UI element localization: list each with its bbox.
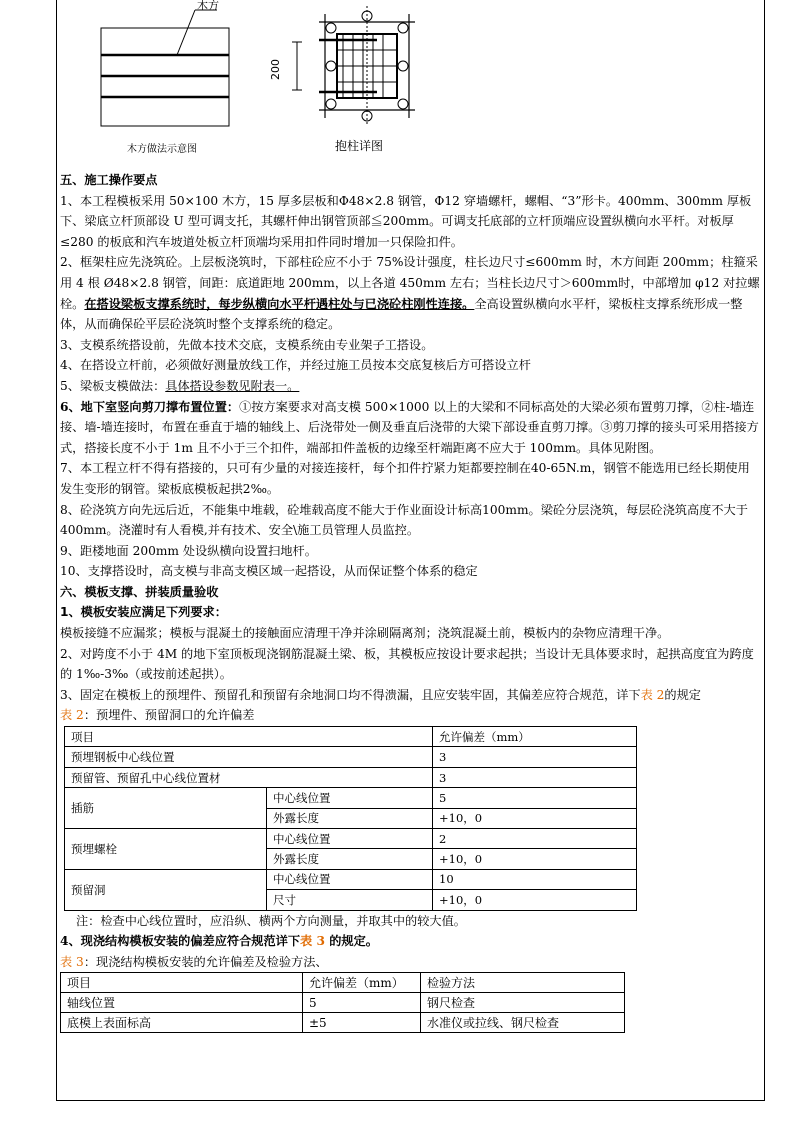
- document-frame: [56, 0, 765, 1101]
- section5-p9: 9、距楼地面 200mm 处设纵横向设置扫地杆。: [60, 543, 317, 558]
- section6-s4: 4、现浇结构模板安装的偏差应符合规范详下表 3 的规定。: [60, 934, 378, 949]
- table-row: 轴线位置 5 钢尺检查: [61, 993, 625, 1013]
- section6-title: 六、模板支撑、拼装质量验收: [60, 584, 219, 599]
- section6-s1: 模板接缝不应漏浆；模板与混凝土的接触面应清理干净并涂刷隔离剂；浇筑混凝土前，模板内的杂物应清理干净。: [60, 626, 670, 641]
- table-row: 预留管、预留孔中心线位置材 3: [65, 767, 637, 787]
- table-row: 项目 允许偏差（mm） 检验方法: [61, 973, 625, 993]
- table3-caption: 表 3：现浇结构模板安装的允许偏差及检验方法、: [60, 954, 328, 969]
- table-row: 项目 允许偏差（mm）: [65, 727, 637, 747]
- table-row: 底模上表面标高 ±5 水准仪或拉线、钢尺检查: [61, 1013, 625, 1033]
- section5-p7: 7、本工程立杆不得有搭接的，只可有少量的对接连接杆，每个扣件拧紧力矩都要控制在40-65N.m，钢管不能选用已经长期使用发生变形的钢管。梁板底模板起拱2‰。: [60, 461, 750, 496]
- table2: [64, 726, 637, 911]
- section5-p2: 2、框架柱应先浇筑砼。上层板浇筑时，下部柱砼应不小于 75%设计强度，柱长边尺寸≤600mm 时，木方间距 200mm；柱箍采用 4 根 Ø48×2.8 钢管，间距：底道距地 200mm，以上各道 450mm 左右；当柱长边尺寸＞600mm时，中部增加 φ12 对拉螺栓。在搭设梁板支撑系统时，每步纵横向水平杆遇柱处与已浇砼柱刚性连接。全高设置纵横向水平杆，梁板柱支撑系统形成一整体，从而确保砼平层砼浇筑时整个支撑系统的稳定。: [60, 255, 760, 332]
- section5-p1: 1、本工程模板采用 50×100 木方，15 厚多层板和Φ48×2.8 钢管，Φ12 穿墙螺杆，螺帽、“3”形卡。400mm、300mm 厚板下、梁底立杆顶部设 U 型可调支托，其螺杆伸出钢管顶部≦200mm。可调支托底部的立杆顶端应设置纵横向水平杆。对板厚≤280 的板底和汽车坡道处板立杆顶端均采用扣件同时增加一只保险扣件。: [60, 193, 752, 249]
- section5-p4: 4、在搭设立杆前，必须做好测量放线工作，并经过施工员按本交底复核后方可搭设立杆: [60, 358, 531, 373]
- table-row: 尺寸 +10，0: [65, 890, 637, 910]
- timber-formwork-diagram: [101, 0, 229, 155]
- caption-left: 木方做法示意图: [127, 144, 197, 155]
- section6-s2: 2、对跨度不小于 4M 的地下室顶板现浇钢筋混凝土梁、板，其模板应按设计要求起拱；当设计无具体要求时，起拱高度宜为跨度的 1‰-3‰（或按前述起拱）。: [60, 646, 754, 682]
- table2-note: 注：检查中心线位置时，应沿纵、横两个方向测量，并取其中的较大值。: [76, 913, 466, 928]
- document-content: [60, 170, 760, 1033]
- column-hoop-detail: [269, 6, 415, 153]
- section6-s3: 3、固定在模板上的预埋件、预留孔和预留有余地洞口均不得溃漏，且应安装牢固，其偏差应符合规范，详下表 2的规定: [60, 687, 701, 702]
- section6-sub1: 1、模板安装应满足下列要求：: [60, 605, 227, 620]
- table-row: 预留洞 中心线位置 10: [65, 869, 637, 889]
- table-row: 外露长度 +10，0: [65, 808, 637, 828]
- section5-p5: 5、梁板支模做法：具体搭设参数见附表一。: [60, 378, 300, 393]
- table-row: 预埋钢板中心线位置 3: [65, 747, 637, 767]
- label-mufang: 木方: [197, 0, 219, 12]
- caption-right: 抱柱详图: [335, 139, 384, 153]
- dim-label: 200: [269, 59, 282, 80]
- section5-title: 五、施工操作要点: [60, 173, 158, 187]
- section5-p8: 8、砼浇筑方向先远后近，不能集中堆载，砼堆载高度不能大于作业面设计标高100mm。梁砼分层浇筑，每层砼浇筑高度不大于400mm。浇灌时有人看模,并有技术、安全\施工员管理人员监控。: [60, 502, 748, 538]
- table3: [60, 972, 625, 1033]
- formwork-figure: [57, 0, 764, 168]
- table-row: 外露长度 +10，0: [65, 849, 637, 869]
- table-row: 插筋 中心线位置 5: [65, 788, 637, 808]
- table2-caption: 表 2：预埋件、预留洞口的允许偏差: [60, 708, 255, 723]
- section5-p3: 3、支模系统搭设前，先做本技术交底，支模系统由专业架子工搭设。: [60, 337, 434, 352]
- section5-p6: 6、地下室竖向剪刀撑布置位置：①按方案要求对高支模 500×1000 以上的大梁和不同标高处的大梁必须布置剪刀撑，②柱-墙连接、墙-墙连接时，布置在垂直于墙的轴线上、后浇带处一侧及垂直后浇带的大梁下部设垂直剪刀撑。③剪刀撑的接头可采用搭接方式，搭接长度不小于 1m 且不小于三个扣件，端部扣件盖板的边缘至杆端距离不应大于 100mm。具体见附图。: [60, 399, 759, 455]
- section5-p10: 10、支撑搭设时，高支模与非高支模区域一起搭设，从而保证整个体系的稳定: [60, 564, 478, 579]
- table-row: 预埋螺栓 中心线位置 2: [65, 828, 637, 848]
- p2-emphasis: 在搭设梁板支撑系统时，每步纵横向水平杆遇柱处与已浇砼柱刚性连接。: [84, 296, 475, 311]
